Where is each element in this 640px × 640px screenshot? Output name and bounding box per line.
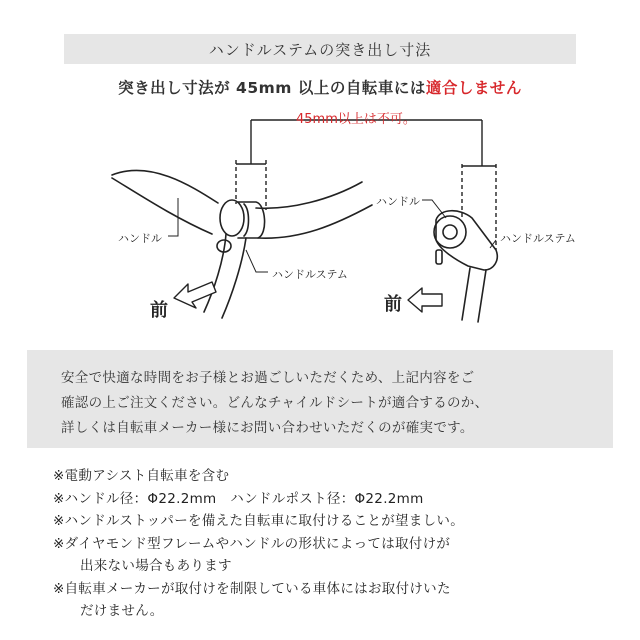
notice-line: 確認の上ご注文ください。どんなチャイルドシートが適合するのか、 xyxy=(61,395,489,411)
section-title: ハンドルステムの突き出し寸法 xyxy=(208,40,432,59)
requirement-text: 突き出し寸法が 45mm 以上の自転車には xyxy=(118,79,426,97)
section-header xyxy=(64,34,576,64)
note-item: ※ハンドル径：Φ22.2mm ハンドルポスト径：Φ22.2mm xyxy=(53,490,424,507)
notice-line: 詳しくは自転車メーカー様にお問い合わせいただくのが確実です。 xyxy=(61,420,474,436)
note-item: ※自転車メーカーが取付けを制限している車体にはお取付けいた xyxy=(53,580,451,597)
stem-diagram-illustration xyxy=(0,100,640,350)
stem-diagram xyxy=(0,100,640,350)
notice-line: 安全で快適な時間をお子様とお過ごしいただくため、上記内容をご xyxy=(61,370,475,386)
limit-label: 45mm以上は不可。 xyxy=(296,112,416,127)
notes-list xyxy=(53,465,613,623)
right-handle-label: ハンドル xyxy=(376,195,420,208)
right-front-arrow-icon xyxy=(408,288,442,312)
right-stem-label: ハンドルステム xyxy=(500,232,576,245)
left-front-label: 前 xyxy=(150,300,168,321)
left-front-arrow-icon xyxy=(174,282,216,308)
requirement-line xyxy=(0,76,640,98)
note-item: ※ハンドルストッパーを備えた自転車に取付けることが望ましい。 xyxy=(53,513,465,529)
left-handle-label: ハンドル xyxy=(118,232,162,245)
notice-box xyxy=(27,350,613,448)
left-stem-label: ハンドルステム xyxy=(272,268,348,281)
right-front-label: 前 xyxy=(384,294,402,315)
right-handlebar-drawing xyxy=(434,211,497,322)
note-item: ※ダイヤモンド型フレームやハンドルの形状によっては取付けが xyxy=(53,535,451,552)
requirement-warning: 適合しません xyxy=(425,79,522,97)
note-item: ※電動アシスト自転車を含む xyxy=(53,468,230,484)
note-item: だけません。 xyxy=(80,603,164,619)
note-item: 出来ない場合もあります xyxy=(80,558,232,574)
